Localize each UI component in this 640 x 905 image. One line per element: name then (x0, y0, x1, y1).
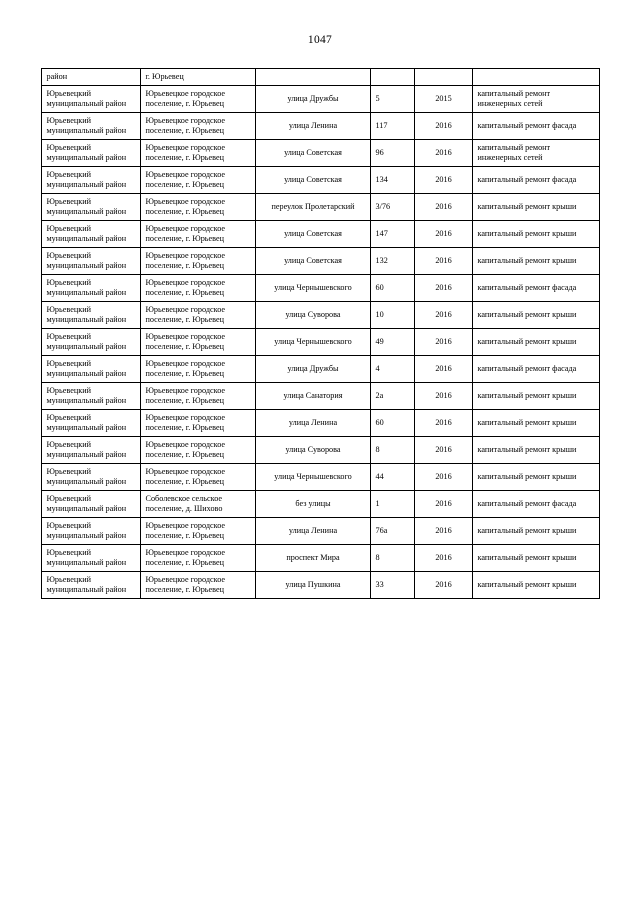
cell-house: 8 (370, 437, 414, 464)
cell-year: 2016 (414, 572, 472, 599)
cell-work: капитальный ремонт крыши (472, 572, 599, 599)
table-row (41, 464, 599, 491)
cell-settlement: Юрьевецкое городское поселение, г. Юрьевец (140, 221, 255, 248)
cell-district: Юрьевецкий муниципальный район (41, 302, 140, 329)
cell-district: район (41, 69, 140, 86)
cell-district: Юрьевецкий муниципальный район (41, 86, 140, 113)
cell-work: капитальный ремонт крыши (472, 410, 599, 437)
cell-district: Юрьевецкий муниципальный район (41, 221, 140, 248)
cell-year: 2016 (414, 383, 472, 410)
cell-work: капитальный ремонт фасада (472, 167, 599, 194)
cell-work: капитальный ремонт крыши (472, 383, 599, 410)
table-row (41, 329, 599, 356)
cell-house: 3/76 (370, 194, 414, 221)
cell-street: улица Санатория (255, 383, 370, 410)
cell-district: Юрьевецкий муниципальный район (41, 518, 140, 545)
cell-house: 134 (370, 167, 414, 194)
cell-settlement: Соболевское сельское поселение, д. Шихово (140, 491, 255, 518)
cell-settlement: Юрьевецкое городское поселение, г. Юрьевец (140, 302, 255, 329)
cell-work: капитальный ремонт крыши (472, 464, 599, 491)
cell-district: Юрьевецкий муниципальный район (41, 275, 140, 302)
cell-street: улица Советская (255, 221, 370, 248)
table-row (41, 113, 599, 140)
cell-settlement: г. Юрьевец (140, 69, 255, 86)
cell-year: 2016 (414, 356, 472, 383)
table-row (41, 356, 599, 383)
cell-house: 4 (370, 356, 414, 383)
table-row (41, 221, 599, 248)
cell-street: без улицы (255, 491, 370, 518)
cell-street: улица Дружбы (255, 86, 370, 113)
cell-settlement: Юрьевецкое городское поселение, г. Юрьевец (140, 113, 255, 140)
cell-district: Юрьевецкий муниципальный район (41, 491, 140, 518)
cell-house: 147 (370, 221, 414, 248)
cell-settlement: Юрьевецкое городское поселение, г. Юрьевец (140, 275, 255, 302)
cell-street: улица Пушкина (255, 572, 370, 599)
cell-work: капитальный ремонт крыши (472, 194, 599, 221)
cell-house (370, 69, 414, 86)
table-row (41, 383, 599, 410)
cell-year: 2016 (414, 545, 472, 572)
cell-house: 44 (370, 464, 414, 491)
table-row (41, 194, 599, 221)
cell-year: 2016 (414, 410, 472, 437)
table-row (41, 491, 599, 518)
cell-street: улица Советская (255, 248, 370, 275)
cell-house: 132 (370, 248, 414, 275)
cell-work: капитальный ремонт крыши (472, 518, 599, 545)
table-body (41, 69, 599, 599)
cell-settlement: Юрьевецкое городское поселение, г. Юрьевец (140, 383, 255, 410)
table-row (41, 545, 599, 572)
cell-settlement: Юрьевецкое городское поселение, г. Юрьевец (140, 86, 255, 113)
cell-house: 8 (370, 545, 414, 572)
cell-year: 2016 (414, 194, 472, 221)
cell-work: капитальный ремонт инженерных сетей (472, 140, 599, 167)
cell-street: улица Дружбы (255, 356, 370, 383)
cell-settlement: Юрьевецкое городское поселение, г. Юрьевец (140, 356, 255, 383)
cell-year (414, 69, 472, 86)
cell-house: 60 (370, 410, 414, 437)
cell-house: 96 (370, 140, 414, 167)
cell-settlement: Юрьевецкое городское поселение, г. Юрьевец (140, 167, 255, 194)
cell-year: 2015 (414, 86, 472, 113)
cell-year: 2016 (414, 167, 472, 194)
cell-street: переулок Пролетарский (255, 194, 370, 221)
cell-settlement: Юрьевецкое городское поселение, г. Юрьевец (140, 248, 255, 275)
cell-district: Юрьевецкий муниципальный район (41, 464, 140, 491)
cell-district: Юрьевецкий муниципальный район (41, 437, 140, 464)
cell-street: улица Чернышевского (255, 275, 370, 302)
cell-settlement: Юрьевецкое городское поселение, г. Юрьевец (140, 518, 255, 545)
cell-district: Юрьевецкий муниципальный район (41, 356, 140, 383)
cell-district: Юрьевецкий муниципальный район (41, 329, 140, 356)
capital-repair-table (41, 68, 600, 599)
cell-house: 2а (370, 383, 414, 410)
cell-work: капитальный ремонт крыши (472, 248, 599, 275)
cell-district: Юрьевецкий муниципальный район (41, 545, 140, 572)
cell-district: Юрьевецкий муниципальный район (41, 383, 140, 410)
cell-house: 117 (370, 113, 414, 140)
cell-house: 60 (370, 275, 414, 302)
cell-year: 2016 (414, 329, 472, 356)
cell-year: 2016 (414, 221, 472, 248)
table-row (41, 167, 599, 194)
cell-street: улица Суворова (255, 302, 370, 329)
cell-settlement: Юрьевецкое городское поселение, г. Юрьевец (140, 572, 255, 599)
cell-house: 49 (370, 329, 414, 356)
cell-district: Юрьевецкий муниципальный район (41, 410, 140, 437)
cell-settlement: Юрьевецкое городское поселение, г. Юрьевец (140, 437, 255, 464)
cell-house: 10 (370, 302, 414, 329)
table-row (41, 437, 599, 464)
cell-street: улица Ленина (255, 410, 370, 437)
cell-work (472, 69, 599, 86)
cell-street: улица Суворова (255, 437, 370, 464)
cell-work: капитальный ремонт фасада (472, 113, 599, 140)
cell-work: капитальный ремонт фасада (472, 491, 599, 518)
cell-work: капитальный ремонт фасада (472, 356, 599, 383)
table-row (41, 140, 599, 167)
cell-work: капитальный ремонт инженерных сетей (472, 86, 599, 113)
cell-work: капитальный ремонт крыши (472, 437, 599, 464)
cell-work: капитальный ремонт фасада (472, 275, 599, 302)
cell-settlement: Юрьевецкое городское поселение, г. Юрьевец (140, 464, 255, 491)
cell-year: 2016 (414, 248, 472, 275)
cell-house: 5 (370, 86, 414, 113)
cell-street: улица Ленина (255, 518, 370, 545)
table-row (41, 572, 599, 599)
cell-district: Юрьевецкий муниципальный район (41, 113, 140, 140)
table-row (41, 86, 599, 113)
cell-house: 33 (370, 572, 414, 599)
cell-year: 2016 (414, 275, 472, 302)
cell-settlement: Юрьевецкое городское поселение, г. Юрьевец (140, 545, 255, 572)
cell-year: 2016 (414, 113, 472, 140)
table-row (41, 69, 599, 86)
cell-house: 1 (370, 491, 414, 518)
cell-street: проспект Мира (255, 545, 370, 572)
table-row (41, 248, 599, 275)
cell-work: капитальный ремонт крыши (472, 329, 599, 356)
cell-street: улица Чернышевского (255, 464, 370, 491)
cell-year: 2016 (414, 302, 472, 329)
cell-street: улица Советская (255, 140, 370, 167)
table-row (41, 302, 599, 329)
cell-street: улица Советская (255, 167, 370, 194)
cell-district: Юрьевецкий муниципальный район (41, 194, 140, 221)
cell-year: 2016 (414, 464, 472, 491)
table-row (41, 518, 599, 545)
cell-street: улица Чернышевского (255, 329, 370, 356)
cell-work: капитальный ремонт крыши (472, 545, 599, 572)
cell-year: 2016 (414, 491, 472, 518)
cell-work: капитальный ремонт крыши (472, 302, 599, 329)
cell-settlement: Юрьевецкое городское поселение, г. Юрьевец (140, 329, 255, 356)
cell-year: 2016 (414, 140, 472, 167)
cell-settlement: Юрьевецкое городское поселение, г. Юрьевец (140, 140, 255, 167)
cell-district: Юрьевецкий муниципальный район (41, 572, 140, 599)
cell-street: улица Ленина (255, 113, 370, 140)
page-number: 1047 (307, 34, 333, 46)
cell-house: 76а (370, 518, 414, 545)
cell-settlement: Юрьевецкое городское поселение, г. Юрьевец (140, 194, 255, 221)
cell-district: Юрьевецкий муниципальный район (41, 167, 140, 194)
table-row (41, 410, 599, 437)
cell-settlement: Юрьевецкое городское поселение, г. Юрьевец (140, 410, 255, 437)
cell-year: 2016 (414, 518, 472, 545)
cell-work: капитальный ремонт крыши (472, 221, 599, 248)
cell-district: Юрьевецкий муниципальный район (41, 140, 140, 167)
cell-street (255, 69, 370, 86)
table-row (41, 275, 599, 302)
cell-district: Юрьевецкий муниципальный район (41, 248, 140, 275)
cell-year: 2016 (414, 437, 472, 464)
